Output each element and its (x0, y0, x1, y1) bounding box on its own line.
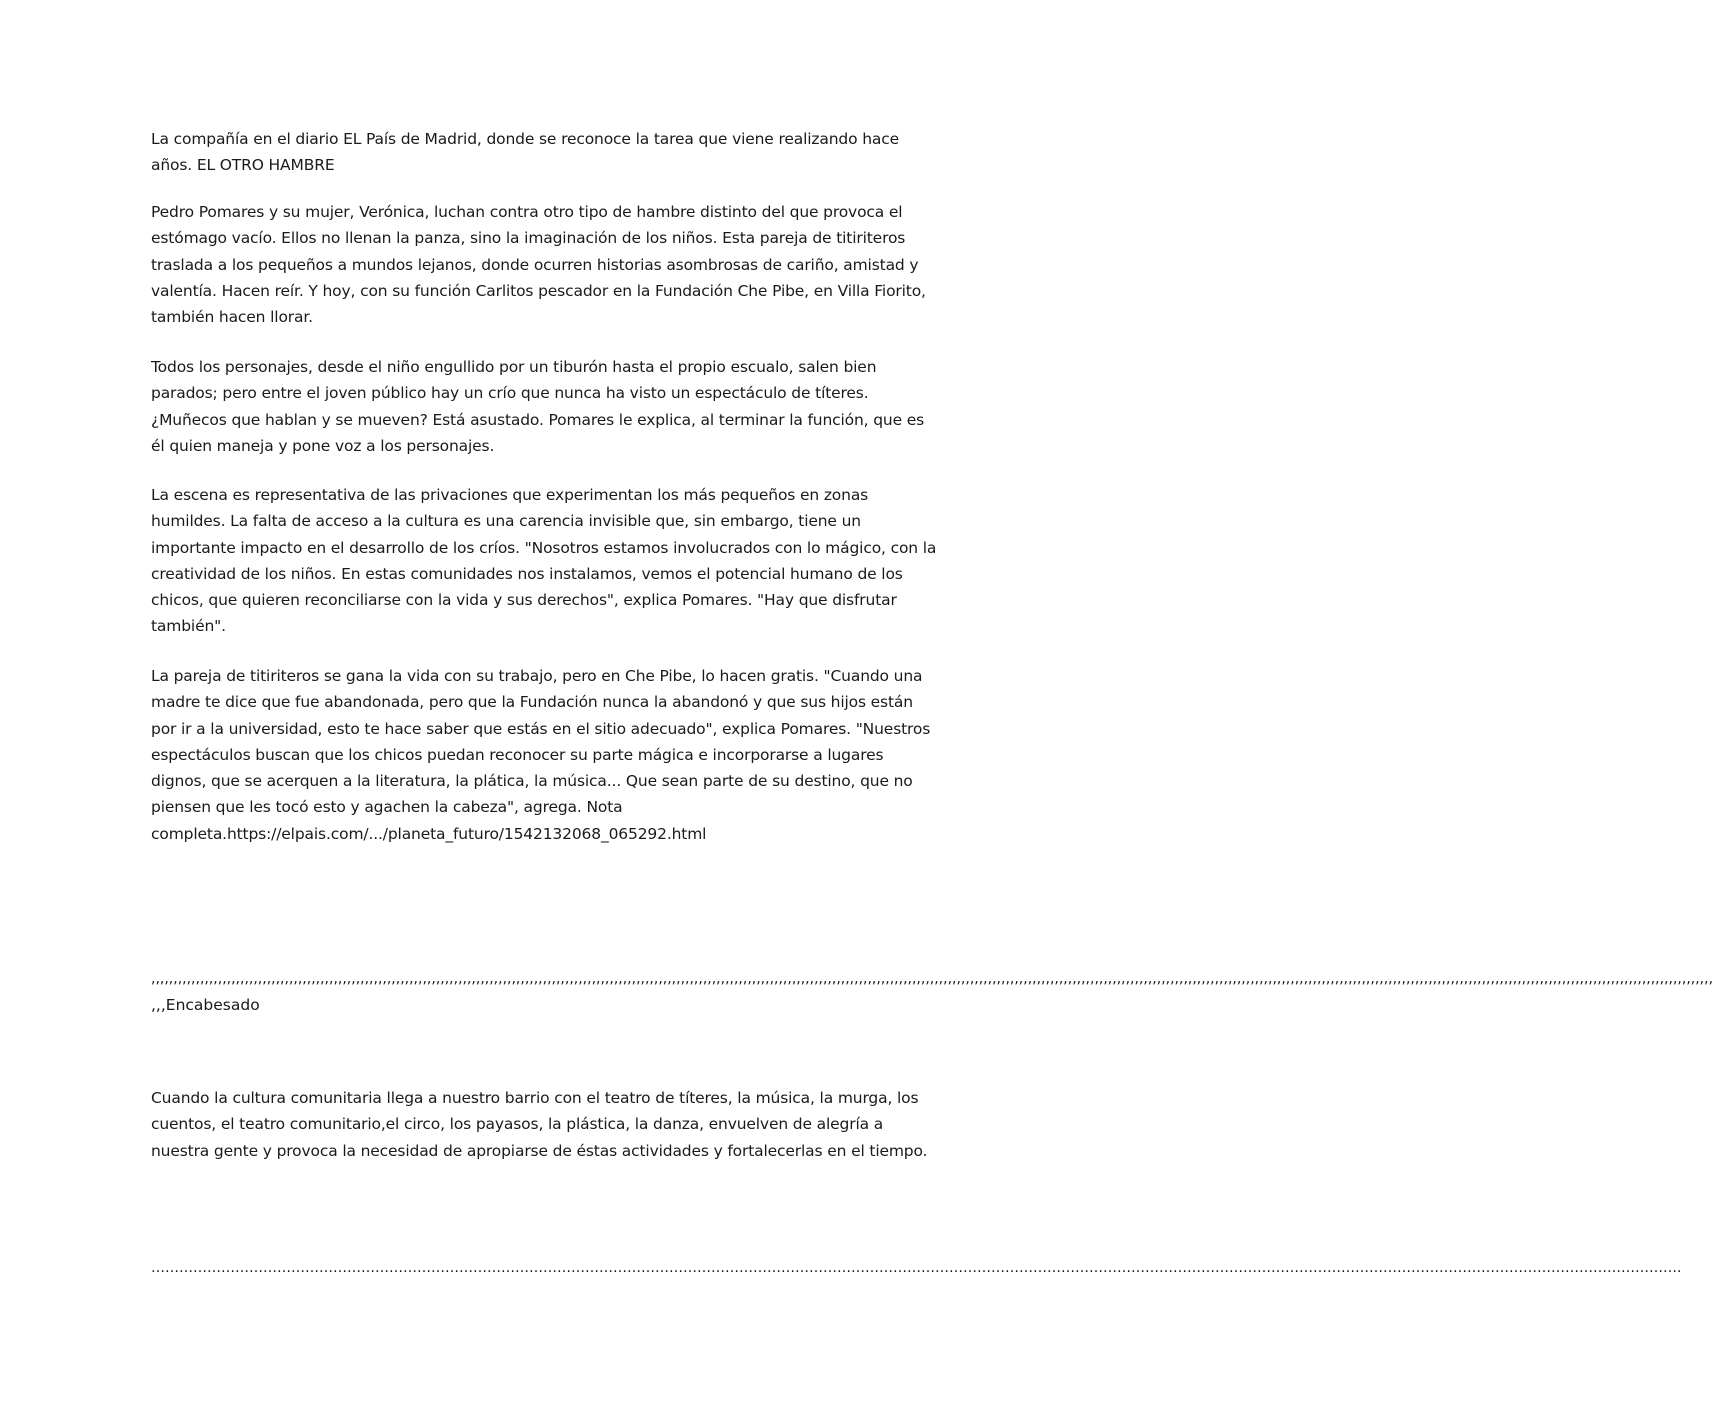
dotted-separator-line: …………………………………………………………………………………………………………………………………………………………………………………………………………………………………………………………………………………………………. (151, 1260, 1682, 1276)
section-heading: ,,,Encabesado (151, 996, 260, 1014)
community-culture-paragraph: Cuando la cultura comunitaria llega a nuestro barrio con el teatro de títeres, la música, la murga, los cuentos, el teatro comunitario,el circo, los payasos, la plástica, la danza, envuelven de alegría a nuestra gente y provoca la necesidad de apropiarse de éstas actividades y fortalecerlas en el tiempo. (151, 1089, 928, 1160)
article-paragraph-1: Pedro Pomares y su mujer, Verónica, luchan contra otro tipo de hambre distinto del que provoca el estómago vacío. Ellos no llenan la panza, sino la imaginación de los niños. Esta pareja de titiriteros traslada a los pequeños a mundos lejanos, donde ocurren historias asombrosas de cariño, amistad y valentía. Hacen reír. Y hoy, con su función Carlitos pescador en la Fundación Che Pibe, en Villa Fiorito, también hacen llorar. (151, 203, 926, 327)
article-paragraph-4: La pareja de titiriteros se gana la vida con su trabajo, pero en Che Pibe, lo hacen gratis. "Cuando una madre te dice que fue abandonada, pero que la Fundación nunca la abandonó y que sus hijos están por ir a la universidad, esto te hace saber que estás en el sitio adecuado", explica Pomares. "Nuestros espectáculos buscan que los chicos puedan reconocer su parte mágica e incorporarse a lugares dignos, que se acerquen a la literatura, la plática, la música... Que sean parte de su destino, que no piensen que les tocó esto y agachen la cabeza", agrega. Nota completa.https://elpais.com/.../planeta_futuro/1542132068_065292.html (151, 667, 931, 843)
article-paragraph-2: Todos los personajes, desde el niño engullido por un tiburón hasta el propio escualo, salen bien parados; pero entre el joven público hay un crío que nunca ha visto un espectáculo de títeres. ¿Muñecos que hablan y se mueven? Está asustado. Pomares le explica, al terminar la función, que es él quien maneja y pone voz a los personajes. (151, 358, 925, 455)
comma-separator-line: ,,,,,,,,,,,,,,,,,,,,,,,,,,,,,,,,,,,,,,,,,,,,,,,,,,,,,,,,,,,,,,,,,,,,,,,,,,,,,,,,,,,,,,,,,,,,,,,,,,,,,,,,,,,,,,,,,,,,,,,,,,,,,,,,,,,,,,,,,,,,,,,,,,,,,,,,,,,,,,,,,,,,,,,,,,,,,,,,,,,,,,,,,,,,,,,,,,,,,,,,,,,,,,,,,,,,,,,,,,,,,,,,,,,,,,,,,,,,,,,,,,,,,,,,,,,,,,,,,,,,,,,,,,,,,,,,,,,,,,,,,,,,,,,,,,,,,,,,,,,,,,,,,,,,,,,,,,,,,,,,,,,,,,,,,,,,,,,,,,,,,,,,,,,,,,, (151, 971, 1713, 987)
intro-paragraph: La compañía en el diario EL País de Madrid, donde se reconoce la tarea que viene realizando hace años. EL OTRO HAMBRE (151, 130, 899, 175)
article-paragraph-3: La escena es representativa de las privaciones que experimentan los más pequeños en zonas humildes. La falta de acceso a la cultura es una carencia invisible que, sin embargo, tiene un importante impacto en el desarrollo de los críos. "Nosotros estamos involucrados con lo mágico, con la creatividad de los niños. En estas comunidades nos instalamos, vemos el potencial humano de los chicos, que quieren reconciliarse con la vida y sus derechos", explica Pomares. "Hay que disfrutar también". (151, 486, 937, 636)
